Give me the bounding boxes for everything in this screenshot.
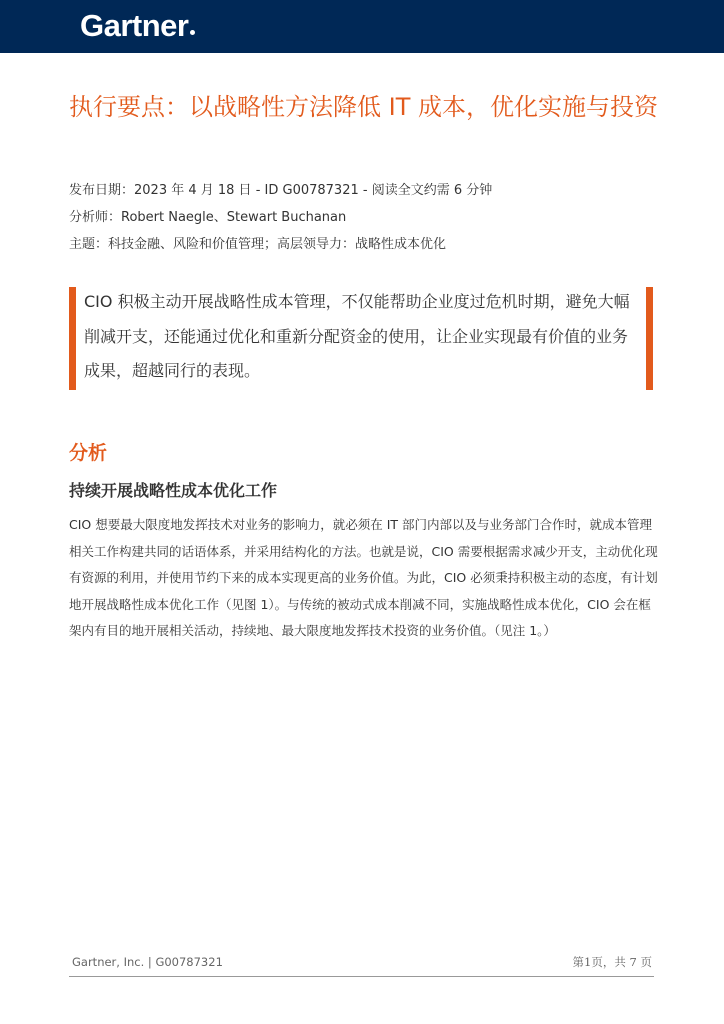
footer-page-number: 第1页，共 7 页 bbox=[572, 955, 652, 969]
summary-callout: CIO 积极主动开展战略性成本管理，不仅能帮助企业度过危机时期，避免大幅削减开支，还能通过优化和重新分配资金的使用，让企业实现最有价值的业务成果，超越同行的表现。 bbox=[84, 292, 630, 380]
logo-dot-icon bbox=[190, 30, 195, 35]
document-title: 执行要点：以战略性方法降低 IT 成本，优化实施与投资 bbox=[69, 93, 658, 121]
publish-info: 发布日期：2023 年 4 月 18 日 - ID G00787321 - 阅读全文约需 6 分钟 bbox=[69, 183, 493, 198]
topics: 主题：科技金融、风险和价值管理；高层领导力：战略性成本优化 bbox=[69, 237, 447, 252]
section-heading: 分析 bbox=[69, 442, 108, 464]
summary-accent-bar-right bbox=[646, 287, 653, 390]
analysts: 分析师：Robert Naegle、Stewart Buchanan bbox=[69, 210, 347, 225]
footer-divider bbox=[69, 976, 654, 977]
gartner-logo: Gartner bbox=[80, 8, 189, 43]
body-paragraph: CIO 想要最大限度地发挥技术对业务的影响力，就必须在 IT 部门内部以及与业务部门合作时，就成本管理相关工作构建共同的话语体系，并采用结构化的方法。也就是说，CIO 需要根据需求减少开支，主动优化现有资源的利用，并使用节约下来的成本实现更高的业务价值。为此，CIO 必须秉持积极主动的态度，有计划地开展战略性成本优化工作（见图 1）。与传统的被动式成本削减不同，实施战略性成本优化，CIO 会在框架内有目的地开展相关活动，持续地、最大限度地发挥技术投资的业务价值。（见注 1。） bbox=[69, 517, 658, 638]
summary-accent-bar-left bbox=[69, 287, 76, 390]
sub-heading: 持续开展战略性成本优化工作 bbox=[69, 481, 278, 500]
header-bar bbox=[0, 0, 724, 53]
footer-doc-id: Gartner, Inc. | G00787321 bbox=[72, 955, 223, 969]
